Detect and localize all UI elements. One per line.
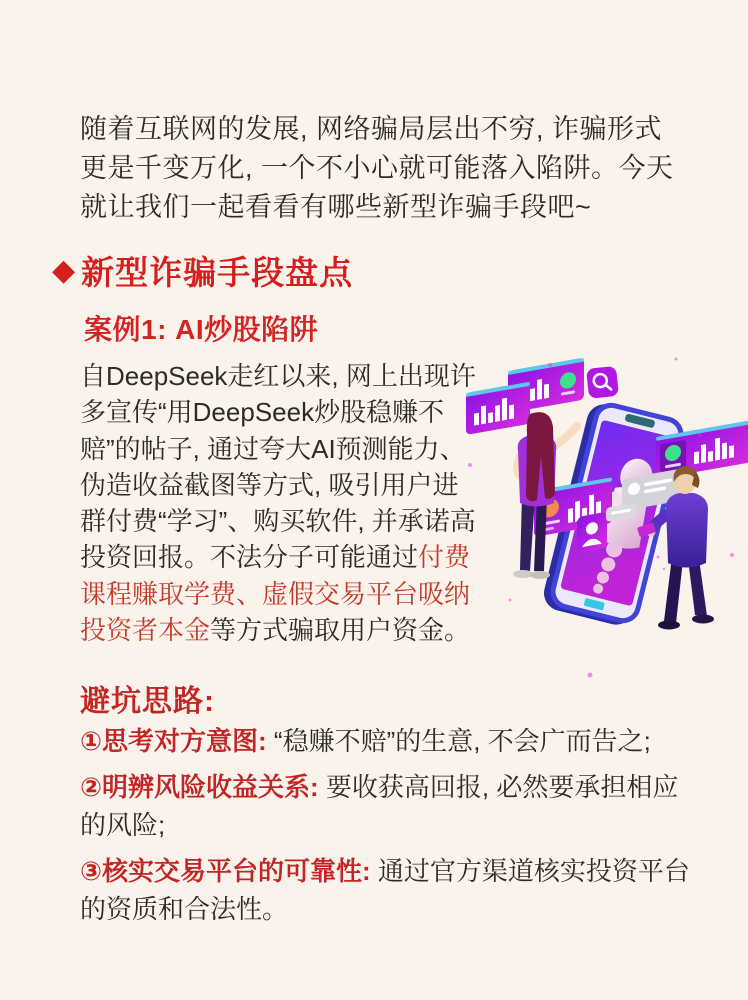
case-body-paragraph [80, 358, 480, 648]
bar-chart-card [466, 382, 530, 435]
tip-item-1 [80, 722, 704, 760]
section-title: 新型诈骗手段盘点 [81, 254, 354, 291]
case-body-text-1: 自DeepSeek走红以来, 网上出现许多宣传“用DeepSeek炒股稳赚不赔”的帖子, 通过夸大AI预测能力、伪造收益截图等方式, 吸引用户进群付费“学习”、购买软件, 并承诺高投资回报。不法分子可能通过 [80, 361, 476, 573]
diamond-icon: ◆ [52, 253, 76, 287]
tips-list [80, 722, 704, 936]
search-icon [586, 366, 619, 399]
section-header [52, 247, 353, 294]
tip-1-lead: ①思考对方意图: [80, 726, 267, 756]
case-body-highlight: 付费课程赚取学费、虚假交易平台吸纳投资者本金 [80, 542, 471, 646]
tip-2-lead: ②明辨风险收益关系: [80, 772, 319, 802]
case-title: 案例1: AI炒股陷阱 [84, 314, 319, 345]
tips-title: 避坑思路: [80, 685, 215, 718]
user-icon [577, 512, 607, 553]
intro-paragraph: 随着互联网的发展, 网络骗局层出不穷, 诈骗形式更是千变万化, 一个不小心就可能落入陷阱。今天就让我们一起看看有哪些新型诈骗手段吧~ [80, 114, 674, 222]
case-body-text-2: 等方式骗取用户资金。 [210, 615, 471, 646]
tip-2-text: 要收获高回报, 必然要承担相应的风险; [80, 772, 679, 840]
tip-3-lead: ③核实交易平台的可靠性: [80, 856, 371, 886]
tip-item-2 [80, 768, 704, 844]
tip-1-text: “稳赚不赔”的生意, 不会广而告之; [266, 726, 651, 756]
ai-stock-scam-illustration [450, 345, 748, 690]
tip-item-3 [80, 852, 704, 928]
tip-3-text: 通过官方渠道核实投资平台的资质和合法性。 [80, 856, 690, 924]
